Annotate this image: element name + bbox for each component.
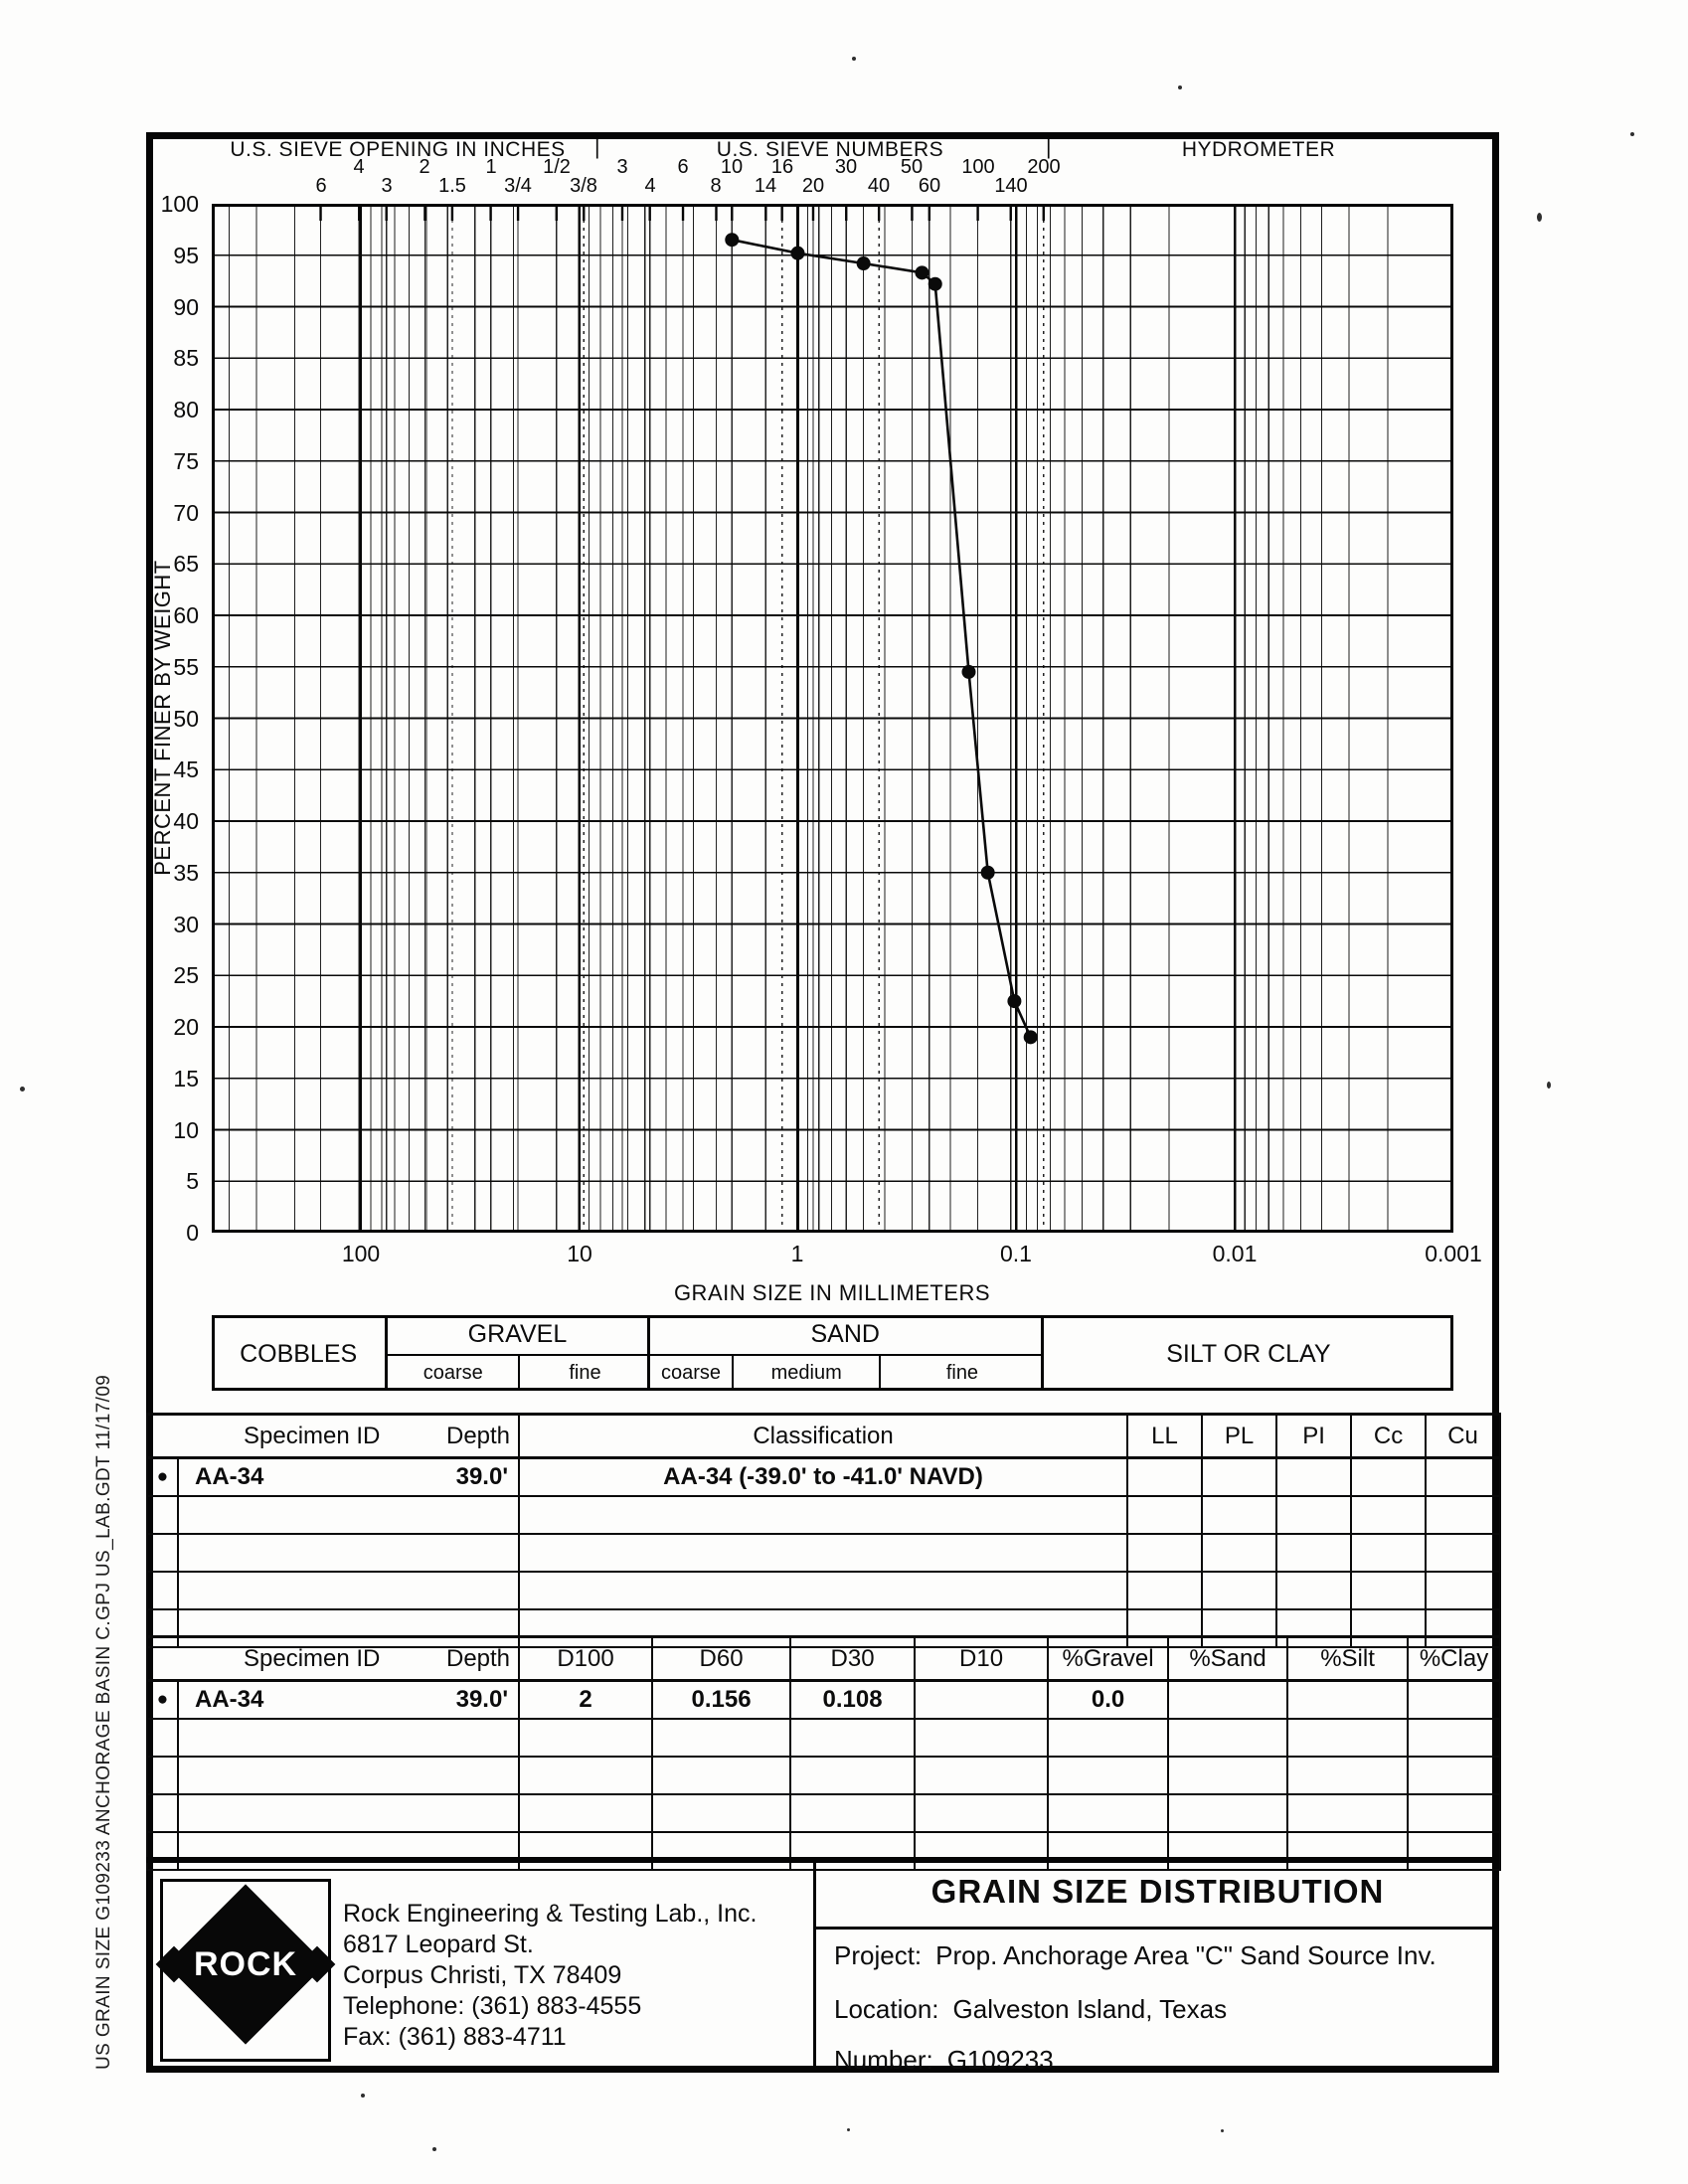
table-cell bbox=[178, 1572, 399, 1609]
table-cell bbox=[1202, 1534, 1276, 1572]
data-point bbox=[857, 256, 871, 270]
table-cell bbox=[178, 1794, 399, 1832]
table-cell bbox=[915, 1719, 1048, 1757]
column-header-cell: %Silt bbox=[1287, 1637, 1408, 1681]
table-cell bbox=[790, 1719, 915, 1757]
classification-sub-label: coarse bbox=[388, 1354, 518, 1388]
row-marker bbox=[147, 1496, 178, 1534]
sieve-size-label: 16 bbox=[770, 156, 794, 178]
column-header: Specimen ID bbox=[244, 1644, 381, 1672]
location-label: Location: bbox=[834, 1994, 939, 2024]
data-point bbox=[928, 277, 942, 291]
table-cell bbox=[790, 1757, 915, 1794]
table-cell bbox=[1276, 1458, 1351, 1497]
y-tick-label: 60 bbox=[173, 602, 199, 628]
y-tick-label: 0 bbox=[186, 1220, 199, 1246]
table-cell bbox=[1351, 1534, 1426, 1572]
column-header: Depth bbox=[445, 1422, 511, 1449]
x-decade-label: 0.01 bbox=[1212, 1241, 1258, 1266]
data-point bbox=[981, 866, 995, 880]
scan-speck bbox=[1221, 2129, 1224, 2132]
project-value: Prop. Anchorage Area "C" Sand Source Inv. bbox=[935, 1940, 1436, 1970]
table-cell bbox=[1351, 1572, 1426, 1609]
table-cell bbox=[519, 1534, 1127, 1572]
table-cell: 0.108 bbox=[790, 1681, 915, 1720]
classification-sub-label: coarse bbox=[650, 1354, 733, 1388]
project-label: Project: bbox=[834, 1940, 923, 1970]
sieve-size-label: 60 bbox=[918, 175, 941, 197]
table-cell bbox=[1276, 1496, 1351, 1534]
table-cell bbox=[399, 1719, 519, 1757]
table-cell bbox=[1351, 1458, 1426, 1497]
table-cell bbox=[1276, 1534, 1351, 1572]
column-header-cell bbox=[147, 1637, 519, 1681]
classification-group bbox=[1044, 1318, 1453, 1388]
table-cell bbox=[399, 1572, 519, 1609]
grain-size-plot bbox=[212, 204, 1453, 1233]
scan-speck bbox=[852, 57, 856, 61]
table-cell bbox=[1202, 1496, 1276, 1534]
sieve-size-label: 3/8 bbox=[570, 175, 597, 197]
location-line bbox=[834, 1994, 1227, 2025]
scan-speck bbox=[20, 1087, 25, 1092]
sieve-size-label: 1 bbox=[485, 156, 497, 178]
scan-speck bbox=[432, 2147, 436, 2151]
table-row bbox=[147, 1534, 1500, 1572]
x-decade-label: 100 bbox=[341, 1241, 381, 1266]
sieve-inches-header: U.S. SIEVE OPENING IN INCHES bbox=[230, 138, 566, 161]
table-cell bbox=[1287, 1681, 1408, 1720]
y-tick-label: 90 bbox=[173, 294, 199, 320]
table-cell bbox=[1168, 1681, 1287, 1720]
column-header-cell: Classification bbox=[519, 1415, 1127, 1458]
logo-wordmark: ROCK bbox=[193, 1945, 298, 1983]
table-row bbox=[147, 1681, 1500, 1720]
data-point bbox=[961, 665, 975, 679]
y-tick-label: 100 bbox=[160, 191, 199, 217]
table-cell bbox=[1202, 1458, 1276, 1497]
sieve-size-label: 30 bbox=[834, 156, 858, 178]
table-cell bbox=[1048, 1794, 1168, 1832]
column-header-cell: Cu bbox=[1426, 1415, 1500, 1458]
y-tick-label: 40 bbox=[173, 808, 199, 834]
table2-slot-grid bbox=[146, 1635, 1501, 1871]
classification-sub-label: fine bbox=[879, 1354, 1044, 1388]
classification-group bbox=[212, 1318, 388, 1388]
classification-group-label: SILT OR CLAY bbox=[1166, 1340, 1331, 1368]
table-cell bbox=[1276, 1572, 1351, 1609]
company-address bbox=[343, 1899, 757, 2053]
column-header-cell: D60 bbox=[652, 1637, 790, 1681]
column-header-cell: D10 bbox=[915, 1637, 1048, 1681]
scan-speck bbox=[1537, 213, 1542, 222]
table-cell bbox=[399, 1794, 519, 1832]
column-header: Specimen ID bbox=[244, 1422, 381, 1449]
table-cell bbox=[1127, 1458, 1202, 1497]
table-cell bbox=[1426, 1534, 1500, 1572]
sieve-size-label: 3/4 bbox=[504, 175, 532, 197]
report-title: GRAIN SIZE DISTRIBUTION bbox=[930, 1873, 1385, 1910]
table-cell: 39.0' bbox=[399, 1458, 519, 1497]
y-tick-label: 25 bbox=[173, 962, 199, 988]
header-separator: | bbox=[594, 136, 600, 159]
scan-speck bbox=[847, 2128, 850, 2131]
column-header-cell: %Sand bbox=[1168, 1637, 1287, 1681]
table-cell bbox=[1127, 1572, 1202, 1609]
column-header-cell: D30 bbox=[790, 1637, 915, 1681]
classification-group-label: COBBLES bbox=[240, 1340, 358, 1368]
scan-speck bbox=[1547, 1082, 1551, 1089]
y-tick-label: 30 bbox=[173, 912, 199, 937]
table-cell bbox=[399, 1534, 519, 1572]
number-label: Number: bbox=[834, 2045, 933, 2075]
company-address-line: 6817 Leopard St. bbox=[343, 1931, 534, 1958]
table-cell: 0.0 bbox=[1048, 1681, 1168, 1720]
company-logo bbox=[160, 1879, 331, 2062]
table-cell bbox=[519, 1496, 1127, 1534]
table-cell bbox=[1287, 1757, 1408, 1794]
project-line bbox=[834, 1940, 1436, 1971]
table-cell bbox=[915, 1757, 1048, 1794]
table-cell bbox=[1351, 1496, 1426, 1534]
table-cell bbox=[1426, 1496, 1500, 1534]
sieve-size-label: 3 bbox=[616, 156, 628, 178]
y-tick-label: 70 bbox=[173, 500, 199, 526]
y-tick-label: 15 bbox=[173, 1066, 199, 1092]
table-cell bbox=[399, 1496, 519, 1534]
table-cell bbox=[652, 1719, 790, 1757]
data-point bbox=[725, 233, 739, 247]
row-marker: ● bbox=[147, 1458, 178, 1497]
sieve-size-label: 140 bbox=[994, 175, 1028, 197]
classification-group-label: GRAVEL bbox=[467, 1320, 568, 1348]
table-row bbox=[147, 1757, 1500, 1794]
atterberg-table bbox=[146, 1413, 1501, 1648]
classification-group-label: SAND bbox=[810, 1320, 880, 1348]
table-cell bbox=[1426, 1458, 1500, 1497]
classification-sub-label: fine bbox=[518, 1354, 649, 1388]
table-cell bbox=[1168, 1719, 1287, 1757]
y-axis-title: PERCENT FINER BY WEIGHT bbox=[150, 560, 175, 876]
sieve-size-label: 40 bbox=[867, 175, 891, 197]
x-decade-label: 1 bbox=[790, 1241, 804, 1266]
y-tick-label: 65 bbox=[173, 551, 199, 577]
table-cell bbox=[1048, 1757, 1168, 1794]
row-marker bbox=[147, 1794, 178, 1832]
title-underline bbox=[813, 1927, 1499, 1930]
row-marker bbox=[147, 1534, 178, 1572]
y-tick-label: 95 bbox=[173, 243, 199, 268]
row-marker: ● bbox=[147, 1681, 178, 1720]
hydrometer-header: HYDROMETER bbox=[1181, 138, 1336, 161]
sieve-size-label: 6 bbox=[315, 175, 327, 197]
data-point bbox=[1024, 1030, 1038, 1044]
table-cell bbox=[178, 1757, 399, 1794]
table-cell bbox=[1168, 1794, 1287, 1832]
table-cell bbox=[1408, 1757, 1500, 1794]
table-row bbox=[147, 1496, 1500, 1534]
table-cell bbox=[1127, 1496, 1202, 1534]
data-point bbox=[1007, 994, 1021, 1008]
column-header-cell: PI bbox=[1276, 1415, 1351, 1458]
table-cell bbox=[1202, 1572, 1276, 1609]
table-cell bbox=[790, 1794, 915, 1832]
company-address-line: Fax: (361) 883-4711 bbox=[343, 2023, 567, 2051]
column-header-cell bbox=[147, 1415, 519, 1458]
sieve-size-label: 6 bbox=[677, 156, 689, 178]
y-tick-label: 85 bbox=[173, 345, 199, 371]
table-cell bbox=[1287, 1794, 1408, 1832]
sieve-size-label: 14 bbox=[754, 175, 777, 197]
table-cell bbox=[1048, 1719, 1168, 1757]
header-separator: | bbox=[1046, 136, 1052, 159]
row-marker bbox=[147, 1572, 178, 1609]
sieve-size-label: 100 bbox=[961, 156, 995, 178]
table-cell: 39.0' bbox=[399, 1681, 519, 1720]
y-tick-label: 35 bbox=[173, 860, 199, 886]
table-cell bbox=[1408, 1681, 1500, 1720]
soil-classification-bar bbox=[212, 1315, 1453, 1391]
classification-sub-label: medium bbox=[732, 1354, 879, 1388]
table-cell: 2 bbox=[519, 1681, 652, 1720]
gradation-table bbox=[146, 1635, 1501, 1871]
table1-slot-grid bbox=[146, 1413, 1501, 1648]
row-marker bbox=[147, 1757, 178, 1794]
column-header-cell: PL bbox=[1202, 1415, 1276, 1458]
sieve-numbers-header: U.S. SIEVE NUMBERS bbox=[716, 138, 944, 161]
company-address-line: Corpus Christi, TX 78409 bbox=[343, 1961, 622, 1989]
x-decade-label: 0.1 bbox=[1000, 1241, 1032, 1266]
table-cell bbox=[519, 1719, 652, 1757]
y-tick-label: 10 bbox=[173, 1117, 199, 1143]
table-cell bbox=[915, 1681, 1048, 1720]
table-row bbox=[147, 1719, 1500, 1757]
table-row bbox=[147, 1572, 1500, 1609]
table-cell bbox=[178, 1534, 399, 1572]
sieve-size-label: 10 bbox=[720, 156, 744, 178]
scan-speck bbox=[1630, 132, 1634, 136]
y-tick-label: 20 bbox=[173, 1014, 199, 1040]
column-header-cell: %Gravel bbox=[1048, 1637, 1168, 1681]
table-cell bbox=[1127, 1534, 1202, 1572]
y-tick-label: 50 bbox=[173, 706, 199, 732]
column-header-cell: D100 bbox=[519, 1637, 652, 1681]
column-header: Depth bbox=[445, 1644, 511, 1672]
scan-speck bbox=[1178, 85, 1182, 89]
table-row bbox=[147, 1794, 1500, 1832]
table-cell bbox=[519, 1572, 1127, 1609]
table-cell: AA-34 bbox=[178, 1681, 399, 1720]
number-line bbox=[834, 2045, 1054, 2076]
table-cell bbox=[1408, 1794, 1500, 1832]
table-cell bbox=[652, 1757, 790, 1794]
table-cell bbox=[1408, 1719, 1500, 1757]
x-axis-title: GRAIN SIZE IN MILLIMETERS bbox=[673, 1280, 991, 1305]
sieve-size-label: 1.5 bbox=[438, 175, 466, 197]
classification-group bbox=[388, 1318, 649, 1388]
column-header-cell: LL bbox=[1127, 1415, 1202, 1458]
y-tick-label: 5 bbox=[186, 1168, 199, 1194]
x-decade-label: 10 bbox=[567, 1241, 592, 1266]
company-address-line: Telephone: (361) 883-4555 bbox=[343, 1992, 642, 2020]
location-value: Galveston Island, Texas bbox=[952, 1994, 1228, 2024]
company-address-line: Rock Engineering & Testing Lab., Inc. bbox=[343, 1900, 758, 1928]
table-row bbox=[147, 1458, 1500, 1497]
sieve-size-label: 1/2 bbox=[543, 156, 571, 178]
distribution-curve bbox=[732, 240, 1030, 1037]
sieve-size-label: 4 bbox=[353, 156, 365, 178]
scan-speck bbox=[361, 2094, 365, 2098]
row-marker bbox=[147, 1719, 178, 1757]
table-cell bbox=[1168, 1757, 1287, 1794]
sieve-size-label: 200 bbox=[1027, 156, 1061, 178]
table-cell bbox=[399, 1757, 519, 1794]
y-tick-label: 75 bbox=[173, 448, 199, 474]
column-header-cell: Cc bbox=[1351, 1415, 1426, 1458]
sieve-size-label: 2 bbox=[419, 156, 430, 178]
table-cell bbox=[915, 1794, 1048, 1832]
data-point bbox=[915, 265, 928, 279]
table-cell: 0.156 bbox=[652, 1681, 790, 1720]
sieve-size-label: 20 bbox=[801, 175, 825, 197]
table-cell bbox=[178, 1719, 399, 1757]
title-block bbox=[146, 1857, 1499, 2073]
y-tick-label: 45 bbox=[173, 756, 199, 782]
table-cell bbox=[519, 1757, 652, 1794]
table-cell bbox=[178, 1496, 399, 1534]
column-header-cell: %Clay bbox=[1408, 1637, 1500, 1681]
table-cell: AA-34 (-39.0' to -41.0' NAVD) bbox=[519, 1458, 1127, 1497]
sieve-size-label: 3 bbox=[381, 175, 393, 197]
table-cell bbox=[1426, 1572, 1500, 1609]
y-tick-label: 80 bbox=[173, 397, 199, 422]
y-tick-label: 55 bbox=[173, 654, 199, 680]
file-stamp: US GRAIN SIZE G109233 ANCHORAGE BASIN C.GPJ US_LAB.GDT 11/17/09 bbox=[93, 1374, 114, 2070]
sieve-size-label: 50 bbox=[900, 156, 924, 178]
number-value: G109233 bbox=[946, 2045, 1054, 2075]
table-cell bbox=[1287, 1719, 1408, 1757]
table-cell bbox=[652, 1794, 790, 1832]
table-cell: AA-34 bbox=[178, 1458, 399, 1497]
x-decade-label: 0.001 bbox=[1425, 1241, 1482, 1266]
sieve-size-label: 8 bbox=[710, 175, 722, 197]
data-point bbox=[790, 247, 804, 260]
table-cell bbox=[519, 1794, 652, 1832]
classification-group bbox=[650, 1318, 1044, 1388]
sieve-size-label: 4 bbox=[644, 175, 656, 197]
